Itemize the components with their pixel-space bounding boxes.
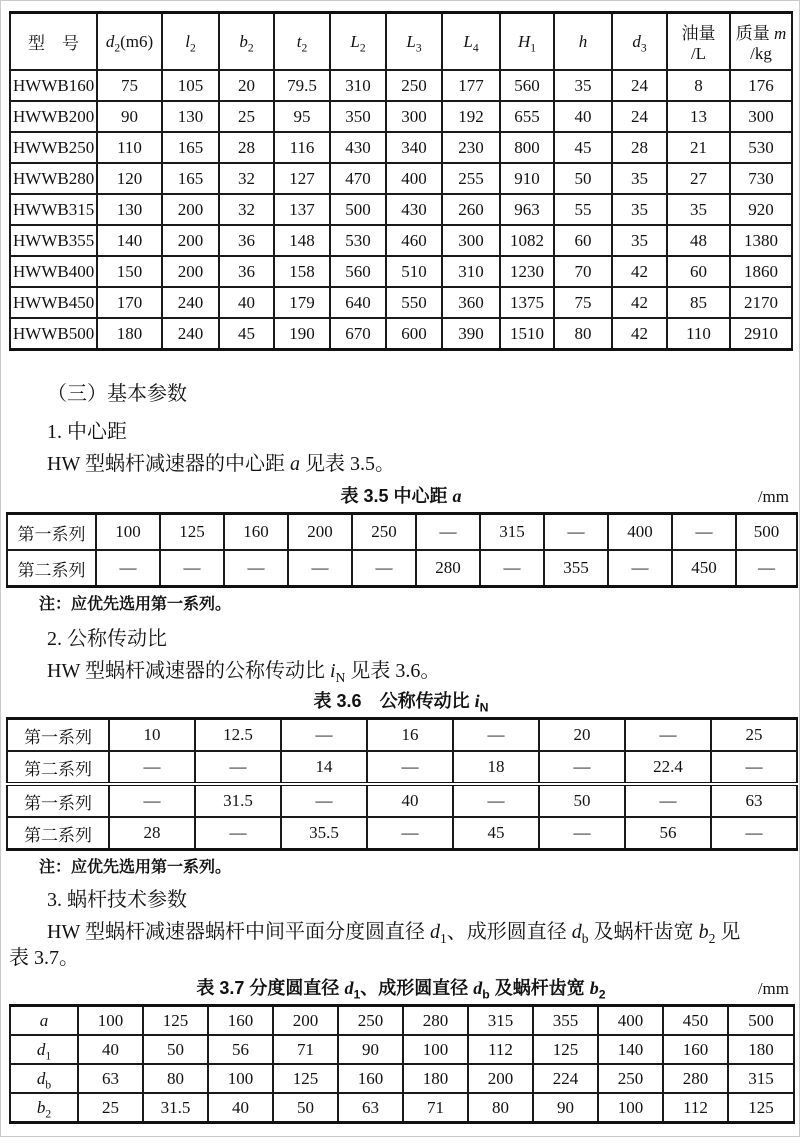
- table-cell: 160: [663, 1035, 728, 1064]
- table-3-7-unit: /mm: [757, 979, 789, 998]
- table-cell: 390: [442, 318, 500, 350]
- table-row: [7, 751, 797, 784]
- table-cell: 13: [667, 101, 730, 132]
- table-cell: 60: [554, 225, 612, 256]
- table-3-6-caption-row: [1, 690, 800, 713]
- table-cell: 300: [730, 101, 792, 132]
- table-cell: 79.5: [274, 70, 330, 101]
- table-cell: 500: [736, 514, 797, 551]
- table-cell: 35: [612, 194, 667, 225]
- reducer-dimension-table: [9, 11, 793, 351]
- table-cell: 315: [468, 1006, 533, 1036]
- row-label: HWWB355: [10, 225, 97, 256]
- table-cell: 280: [416, 550, 480, 587]
- table-cell: 180: [403, 1064, 468, 1093]
- table-cell: 963: [500, 194, 554, 225]
- row-label: 第一系列: [7, 514, 96, 551]
- subsection-1-heading: 1. 中心距: [47, 421, 127, 443]
- table-cell: 90: [97, 101, 162, 132]
- row-label: HWWB500: [10, 318, 97, 350]
- table-cell: 255: [442, 163, 500, 194]
- table-cell: —: [453, 784, 539, 817]
- table-cell: 90: [338, 1035, 403, 1064]
- table-cell: 21: [667, 132, 730, 163]
- table-cell: 280: [663, 1064, 728, 1093]
- table-cell: 1375: [500, 287, 554, 318]
- table-cell: 100: [78, 1006, 143, 1036]
- table-row: [10, 132, 792, 163]
- table-cell: —: [352, 550, 416, 587]
- column-header: $d_2(m6)$: [97, 13, 162, 71]
- table-cell: —: [109, 751, 195, 784]
- table-cell: 112: [468, 1035, 533, 1064]
- table-3-7-caption: 表 3.7 分度圆直径 $d_1$、成形圆直径 $d_b$ 及蜗杆齿宽 $b_2$: [196, 978, 606, 1002]
- table-cell: 360: [442, 287, 500, 318]
- table-row: [7, 817, 797, 850]
- table-cell: 190: [274, 318, 330, 350]
- table-row: [7, 550, 797, 587]
- column-header: $L_4$: [442, 13, 500, 71]
- table-cell: 250: [352, 514, 416, 551]
- table-cell: 300: [442, 225, 500, 256]
- table-cell: 35.5: [281, 817, 367, 850]
- table-cell: 160: [338, 1064, 403, 1093]
- table-cell: 45: [453, 817, 539, 850]
- table-cell: 200: [468, 1064, 533, 1093]
- row-label: $b_2$: [10, 1093, 78, 1123]
- table-cell: 250: [598, 1064, 663, 1093]
- subsection-2-heading: 2. 公称传动比: [47, 628, 167, 650]
- table-cell: 18: [453, 751, 539, 784]
- table-cell: 40: [78, 1035, 143, 1064]
- table-cell: 24: [612, 70, 667, 101]
- table-cell: —: [608, 550, 672, 587]
- table-cell: 20: [219, 70, 274, 101]
- table-cell: —: [539, 751, 625, 784]
- table-cell: —: [711, 817, 797, 850]
- table-cell: 50: [539, 784, 625, 817]
- table-cell: 200: [162, 256, 219, 287]
- table-cell: 176: [730, 70, 792, 101]
- table-cell: 40: [208, 1093, 273, 1123]
- table-cell: 127: [274, 163, 330, 194]
- table-cell: 120: [97, 163, 162, 194]
- table-cell: 530: [330, 225, 386, 256]
- table-cell: 550: [386, 287, 442, 318]
- table-cell: 71: [273, 1035, 338, 1064]
- table-cell: 14: [281, 751, 367, 784]
- table-cell: 180: [728, 1035, 794, 1064]
- table-cell: 116: [274, 132, 330, 163]
- table-cell: 430: [330, 132, 386, 163]
- subsection-1-body: HW 型蜗杆减速器的中心距 a 见表 3.5。: [47, 453, 395, 475]
- table-cell: 28: [219, 132, 274, 163]
- row-label: HWWB200: [10, 101, 97, 132]
- table-cell: 125: [160, 514, 224, 551]
- row-label: HWWB250: [10, 132, 97, 163]
- table-cell: 140: [97, 225, 162, 256]
- table-row: [10, 287, 792, 318]
- table-cell: 45: [554, 132, 612, 163]
- table-cell: 35: [612, 163, 667, 194]
- table-cell: 125: [273, 1064, 338, 1093]
- table-cell: 50: [554, 163, 612, 194]
- row-label: HWWB160: [10, 70, 97, 101]
- table-cell: 310: [442, 256, 500, 287]
- table-cell: —: [109, 784, 195, 817]
- subsection-3-body-line2: 表 3.7。: [9, 947, 79, 969]
- table-row: [10, 1064, 794, 1093]
- subsection-3-heading: 3. 蜗杆技术参数: [47, 889, 187, 911]
- table-cell: 460: [386, 225, 442, 256]
- table-cell: —: [281, 719, 367, 752]
- table-cell: 179: [274, 287, 330, 318]
- table-cell: 36: [219, 225, 274, 256]
- table-cell: 110: [97, 132, 162, 163]
- table-cell: 670: [330, 318, 386, 350]
- table-row: [7, 784, 797, 817]
- table-row: [10, 256, 792, 287]
- table-cell: 148: [274, 225, 330, 256]
- row-label: 第二系列: [7, 550, 96, 587]
- row-label: a: [10, 1006, 78, 1036]
- table-cell: 1510: [500, 318, 554, 350]
- table-cell: —: [672, 514, 736, 551]
- table-cell: 100: [208, 1064, 273, 1093]
- table-row: [10, 70, 792, 101]
- table-3-5-caption: 表 3.5 中心距 a: [340, 486, 462, 506]
- row-label: HWWB400: [10, 256, 97, 287]
- table-cell: —: [544, 514, 608, 551]
- table-cell: 71: [403, 1093, 468, 1123]
- table-cell: 450: [672, 550, 736, 587]
- table-cell: 500: [728, 1006, 794, 1036]
- column-header: $L_3$: [386, 13, 442, 71]
- table-cell: 125: [533, 1035, 598, 1064]
- table-cell: 63: [338, 1093, 403, 1123]
- table-cell: 28: [109, 817, 195, 850]
- table-3-5-note: 注：应优先选用第一系列。: [39, 596, 232, 613]
- table-cell: 340: [386, 132, 442, 163]
- table-cell: —: [160, 550, 224, 587]
- table-cell: 910: [500, 163, 554, 194]
- table-row: [10, 163, 792, 194]
- section-heading: （三）基本参数: [47, 383, 187, 405]
- row-label: HWWB450: [10, 287, 97, 318]
- table-cell: 730: [730, 163, 792, 194]
- table-cell: 920: [730, 194, 792, 225]
- table-header-row: [10, 13, 792, 71]
- table-cell: 250: [338, 1006, 403, 1036]
- table-cell: 80: [554, 318, 612, 350]
- table-cell: 240: [162, 318, 219, 350]
- table-3-6-caption: 表 3.6 公称传动比 $i_N$: [313, 691, 489, 715]
- row-label: 第二系列: [7, 751, 109, 784]
- table-cell: 42: [612, 287, 667, 318]
- table-cell: 260: [442, 194, 500, 225]
- table-cell: 280: [403, 1006, 468, 1036]
- table-cell: 25: [219, 101, 274, 132]
- table-cell: 48: [667, 225, 730, 256]
- table-cell: 90: [533, 1093, 598, 1123]
- table-row: [7, 719, 797, 752]
- table-cell: 640: [330, 287, 386, 318]
- table-row: [10, 101, 792, 132]
- table-cell: 32: [219, 194, 274, 225]
- table-cell: 240: [162, 287, 219, 318]
- table-cell: 140: [598, 1035, 663, 1064]
- table-cell: 1380: [730, 225, 792, 256]
- table-cell: 400: [598, 1006, 663, 1036]
- row-label: 第一系列: [7, 784, 109, 817]
- table-cell: 165: [162, 163, 219, 194]
- table-cell: 300: [386, 101, 442, 132]
- column-header: $l_2$: [162, 13, 219, 71]
- table-cell: —: [195, 751, 281, 784]
- table-cell: —: [224, 550, 288, 587]
- row-label: 第二系列: [7, 817, 109, 850]
- row-label: HWWB315: [10, 194, 97, 225]
- table-cell: 55: [554, 194, 612, 225]
- table-cell: 8: [667, 70, 730, 101]
- table-cell: 56: [625, 817, 711, 850]
- table-3-6-note: 注：应优先选用第一系列。: [39, 859, 232, 876]
- column-header: $b_2$: [219, 13, 274, 71]
- table-cell: 50: [273, 1093, 338, 1123]
- table-cell: 32: [219, 163, 274, 194]
- table-cell: 230: [442, 132, 500, 163]
- table-cell: 165: [162, 132, 219, 163]
- table-cell: 200: [288, 514, 352, 551]
- table-cell: 50: [143, 1035, 208, 1064]
- table-cell: —: [625, 719, 711, 752]
- table-cell: 158: [274, 256, 330, 287]
- table-cell: 27: [667, 163, 730, 194]
- table-cell: —: [453, 719, 539, 752]
- table-cell: 42: [612, 318, 667, 350]
- column-header: $L_2$: [330, 13, 386, 71]
- table-cell: 36: [219, 256, 274, 287]
- table-cell: 85: [667, 287, 730, 318]
- table-cell: 100: [96, 514, 160, 551]
- table-row: [10, 318, 792, 350]
- table-cell: 28: [612, 132, 667, 163]
- column-header: $t_2$: [274, 13, 330, 71]
- table-cell: 1082: [500, 225, 554, 256]
- table-cell: —: [539, 817, 625, 850]
- table-cell: 170: [97, 287, 162, 318]
- table-cell: 137: [274, 194, 330, 225]
- table-cell: 200: [162, 225, 219, 256]
- table-cell: 224: [533, 1064, 598, 1093]
- table-cell: 56: [208, 1035, 273, 1064]
- table-cell: —: [281, 784, 367, 817]
- column-header: h: [554, 13, 612, 71]
- table-cell: 560: [330, 256, 386, 287]
- table-cell: 1860: [730, 256, 792, 287]
- table-cell: 60: [667, 256, 730, 287]
- table-cell: 22.4: [625, 751, 711, 784]
- table-cell: —: [367, 817, 453, 850]
- table-cell: 192: [442, 101, 500, 132]
- table-cell: 160: [208, 1006, 273, 1036]
- table-cell: 80: [468, 1093, 533, 1123]
- table-cell: 110: [667, 318, 730, 350]
- table-cell: 10: [109, 719, 195, 752]
- table-cell: 40: [367, 784, 453, 817]
- table-cell: 100: [598, 1093, 663, 1123]
- table-cell: 470: [330, 163, 386, 194]
- table-cell: 100: [403, 1035, 468, 1064]
- table-cell: —: [288, 550, 352, 587]
- table-cell: —: [711, 751, 797, 784]
- table-cell: —: [367, 751, 453, 784]
- table-cell: 600: [386, 318, 442, 350]
- table-3-5-unit: /mm: [757, 487, 789, 506]
- table-3-7-caption-row: [1, 977, 800, 1000]
- table-cell: 1230: [500, 256, 554, 287]
- table-cell: 655: [500, 101, 554, 132]
- table-row: [10, 225, 792, 256]
- table-cell: —: [625, 784, 711, 817]
- table-cell: 530: [730, 132, 792, 163]
- table-cell: 42: [612, 256, 667, 287]
- centre-distance-table: [6, 512, 798, 588]
- table-cell: 150: [97, 256, 162, 287]
- table-cell: 800: [500, 132, 554, 163]
- table-cell: 400: [608, 514, 672, 551]
- table-cell: 130: [97, 194, 162, 225]
- table-cell: 63: [78, 1064, 143, 1093]
- table-row: [10, 194, 792, 225]
- subsection-2-body: HW 型蜗杆减速器的公称传动比 $i_N$ 见表 3.6。: [47, 660, 441, 685]
- table-cell: —: [96, 550, 160, 587]
- table-cell: 355: [533, 1006, 598, 1036]
- table-cell: 35: [612, 225, 667, 256]
- table-cell: 350: [330, 101, 386, 132]
- table-cell: 40: [554, 101, 612, 132]
- column-header: $d_3$: [612, 13, 667, 71]
- table-cell: 430: [386, 194, 442, 225]
- table-cell: 315: [728, 1064, 794, 1093]
- nominal-ratio-table: [6, 717, 798, 851]
- column-header: $H_1$: [500, 13, 554, 71]
- table-cell: 450: [663, 1006, 728, 1036]
- table-cell: 95: [274, 101, 330, 132]
- table-cell: 31.5: [143, 1093, 208, 1123]
- table-cell: 75: [554, 287, 612, 318]
- table-cell: 560: [500, 70, 554, 101]
- table-cell: 125: [728, 1093, 794, 1123]
- table-cell: 35: [554, 70, 612, 101]
- table-cell: 250: [386, 70, 442, 101]
- table-cell: 25: [78, 1093, 143, 1123]
- table-cell: —: [480, 550, 544, 587]
- table-cell: 160: [224, 514, 288, 551]
- table-cell: 63: [711, 784, 797, 817]
- table-cell: 125: [143, 1006, 208, 1036]
- table-cell: —: [736, 550, 797, 587]
- table-cell: —: [416, 514, 480, 551]
- table-cell: 40: [219, 287, 274, 318]
- column-header: 油量 /L: [667, 13, 730, 71]
- table-cell: 355: [544, 550, 608, 587]
- table-cell: 45: [219, 318, 274, 350]
- row-label: HWWB280: [10, 163, 97, 194]
- table-cell: 200: [162, 194, 219, 225]
- table-cell: 25: [711, 719, 797, 752]
- table-cell: 500: [330, 194, 386, 225]
- row-label: $d_1$: [10, 1035, 78, 1064]
- table-cell: 2170: [730, 287, 792, 318]
- table-cell: 35: [667, 194, 730, 225]
- row-label: 第一系列: [7, 719, 109, 752]
- table-cell: 105: [162, 70, 219, 101]
- table-row: [10, 1035, 794, 1064]
- table-row: [10, 1093, 794, 1123]
- table-cell: 400: [386, 163, 442, 194]
- table-cell: 20: [539, 719, 625, 752]
- column-header: 质量 m /kg: [730, 13, 792, 71]
- table-cell: 310: [330, 70, 386, 101]
- table-cell: 177: [442, 70, 500, 101]
- row-label: $d_b$: [10, 1064, 78, 1093]
- table-cell: 510: [386, 256, 442, 287]
- table-3-5-caption-row: [1, 485, 800, 508]
- table-cell: 315: [480, 514, 544, 551]
- table-row: [7, 514, 797, 551]
- table-cell: 31.5: [195, 784, 281, 817]
- table-cell: 200: [273, 1006, 338, 1036]
- table-cell: 16: [367, 719, 453, 752]
- table-cell: 12.5: [195, 719, 281, 752]
- table-cell: 75: [97, 70, 162, 101]
- table-cell: 24: [612, 101, 667, 132]
- document-page: [1, 11, 800, 1148]
- table-cell: 2910: [730, 318, 792, 350]
- subsection-3-body-line1: HW 型蜗杆减速器蜗杆中间平面分度圆直径 $d_1$、成形圆直径 $d_b$ 及蜗杆齿宽 $b_2$ 见: [47, 921, 741, 946]
- worm-parameter-table: [9, 1004, 795, 1124]
- table-row: [10, 1006, 794, 1036]
- table-cell: 180: [97, 318, 162, 350]
- table-cell: —: [195, 817, 281, 850]
- table-cell: 80: [143, 1064, 208, 1093]
- table-cell: 70: [554, 256, 612, 287]
- column-header: 型 号: [10, 13, 97, 71]
- table-cell: 130: [162, 101, 219, 132]
- table-cell: 112: [663, 1093, 728, 1123]
